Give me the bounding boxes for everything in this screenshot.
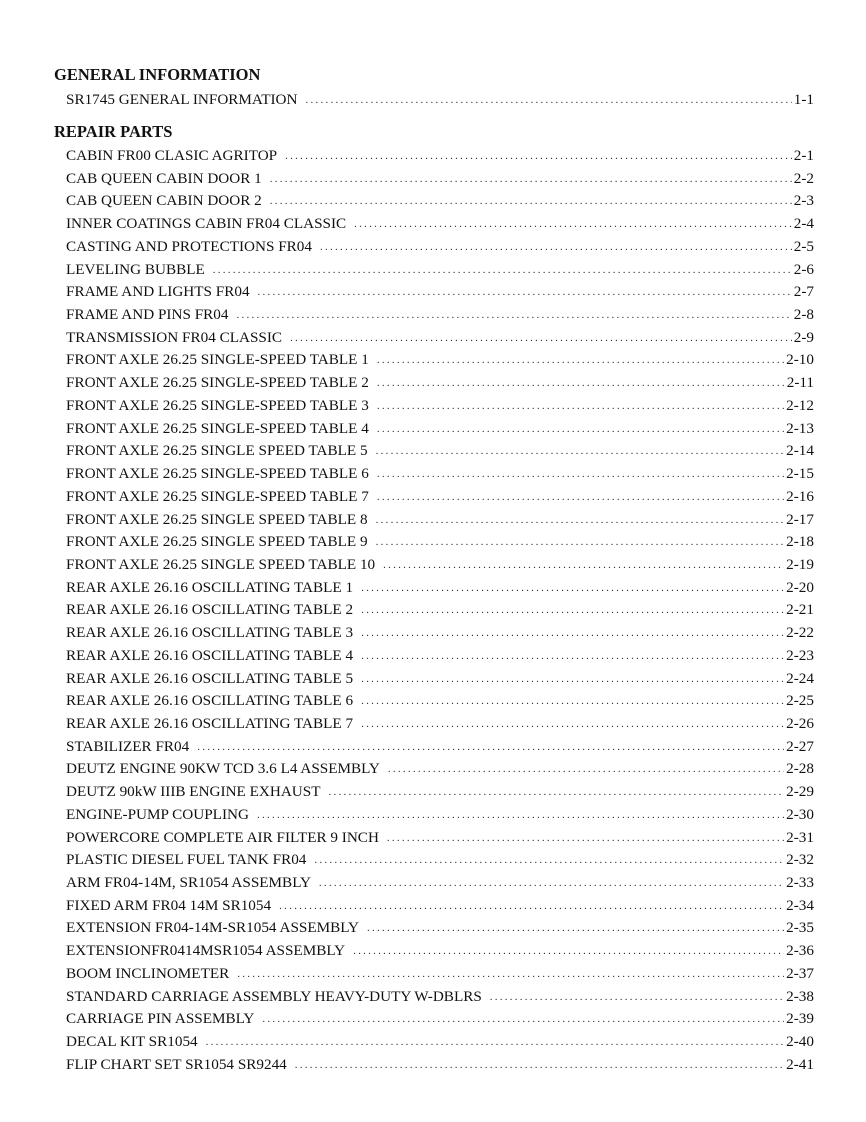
toc-entry-title: BOOM INCLINOMETER <box>66 964 230 982</box>
toc-entry[interactable] <box>66 213 814 236</box>
toc-entry-title: FRONT AXLE 26.25 SINGLE-SPEED TABLE 7 <box>66 487 369 505</box>
dot-leader <box>295 1054 784 1077</box>
toc-entry-title: CABIN FR00 CLASIC AGRITOP <box>66 147 278 164</box>
toc-entry-page: 2-27 <box>786 737 814 755</box>
dot-leader <box>383 554 784 577</box>
toc-entry-page: 2-24 <box>786 669 814 687</box>
dot-leader <box>314 849 784 872</box>
toc-entry-title: DEUTZ ENGINE 90KW TCD 3.6 L4 ASSEMBLY <box>66 760 380 778</box>
toc-entry[interactable] <box>66 758 814 781</box>
toc-entry[interactable] <box>66 89 814 112</box>
toc-entry-title: FRONT AXLE 26.25 SINGLE-SPEED TABLE 6 <box>66 465 369 483</box>
toc-entry-title: POWERCORE COMPLETE AIR FILTER 9 INCH <box>66 828 379 846</box>
toc-entry-page: 2-4 <box>793 215 814 233</box>
toc-entry-title: FRONT AXLE 26.25 SINGLE SPEED TABLE 5 <box>66 442 368 460</box>
dot-leader <box>257 804 784 827</box>
toc-entry[interactable] <box>66 168 814 191</box>
toc-entry[interactable] <box>66 440 814 463</box>
dot-leader <box>197 736 784 759</box>
toc-entry-title: FLIP CHART SET SR1054 SR9244 <box>66 1055 287 1073</box>
toc-entry[interactable] <box>66 622 814 645</box>
toc-entry-page: 2-19 <box>786 555 814 573</box>
toc-entry[interactable] <box>66 145 814 168</box>
dot-leader <box>376 531 785 554</box>
dot-leader <box>279 895 784 918</box>
toc-entry[interactable] <box>66 372 814 395</box>
dot-leader <box>361 690 784 713</box>
dot-leader <box>361 713 784 736</box>
toc-entry-title: FRONT AXLE 26.25 SINGLE-SPEED TABLE 1 <box>66 351 369 369</box>
dot-leader <box>270 190 792 213</box>
dot-leader <box>305 89 791 112</box>
toc-entry-page: 2-20 <box>786 578 814 596</box>
toc-entry[interactable] <box>66 236 814 259</box>
toc-entry[interactable] <box>66 781 814 804</box>
toc-entry[interactable] <box>66 963 814 986</box>
toc-entry[interactable] <box>66 917 814 940</box>
toc-entry[interactable] <box>66 281 814 304</box>
toc-entry-page: 2-31 <box>786 828 814 846</box>
toc-entry-title: STABILIZER FR04 <box>66 737 190 755</box>
toc-entry-title: CARRIAGE PIN ASSEMBLY <box>66 1010 255 1028</box>
toc-entry[interactable] <box>66 1031 814 1054</box>
dot-leader <box>353 940 784 963</box>
toc-section-general-information <box>54 65 814 112</box>
toc-entry-page: 2-7 <box>793 283 814 301</box>
toc-entry[interactable] <box>66 804 814 827</box>
toc-entry-page: 2-41 <box>786 1055 814 1073</box>
dot-leader <box>270 168 792 191</box>
toc-entry-title: REAR AXLE 26.16 OSCILLATING TABLE 6 <box>66 692 354 710</box>
toc-entry-page: 2-10 <box>786 351 814 369</box>
toc-entry[interactable] <box>66 849 814 872</box>
toc-entry-page: 2-2 <box>793 169 814 187</box>
toc-entry-page: 2-26 <box>786 714 814 732</box>
toc-entry[interactable] <box>66 463 814 486</box>
dot-leader <box>361 622 784 645</box>
toc-entry[interactable] <box>66 1008 814 1031</box>
toc-entry[interactable] <box>66 668 814 691</box>
toc-entry-page: 2-39 <box>786 1010 814 1028</box>
dot-leader <box>262 1008 784 1031</box>
toc-entry-page: 2-5 <box>793 237 814 255</box>
dot-leader <box>213 259 792 282</box>
dot-leader <box>377 372 785 395</box>
toc-entry-title: FRAME AND LIGHTS FR04 <box>66 283 250 301</box>
dot-leader <box>361 577 784 600</box>
toc-entry[interactable] <box>66 690 814 713</box>
dot-leader <box>490 986 784 1009</box>
toc-entry[interactable] <box>66 304 814 327</box>
toc-entry-title: CASTING AND PROTECTIONS FR04 <box>66 237 312 255</box>
toc-entry-title: STANDARD CARRIAGE ASSEMBLY HEAVY-DUTY W-DBLRS <box>66 987 482 1005</box>
toc-entry-list <box>54 145 814 1076</box>
toc-entry[interactable] <box>66 486 814 509</box>
dot-leader <box>320 236 792 259</box>
toc-entry-title: SR1745 GENERAL INFORMATION <box>66 91 298 108</box>
toc-entry-page: 2-22 <box>786 624 814 642</box>
toc-entry-page: 2-40 <box>786 1033 814 1051</box>
toc-entry-page: 2-6 <box>793 260 814 278</box>
toc-entry[interactable] <box>66 713 814 736</box>
toc-entry-title: FRAME AND PINS FR04 <box>66 306 229 324</box>
toc-entry-page: 2-8 <box>793 306 814 324</box>
toc-entry-page: 2-9 <box>793 328 814 346</box>
toc-entry[interactable] <box>66 349 814 372</box>
toc-entry-title: DECAL KIT SR1054 <box>66 1033 198 1051</box>
toc-entry-page: 2-38 <box>786 987 814 1005</box>
dot-leader <box>367 917 784 940</box>
dot-leader <box>387 827 784 850</box>
dot-leader <box>236 304 791 327</box>
dot-leader <box>361 645 784 668</box>
dot-leader <box>258 281 792 304</box>
toc-entry-title: FRONT AXLE 26.25 SINGLE-SPEED TABLE 2 <box>66 374 369 392</box>
toc-entry-title: ARM FR04-14M, SR1054 ASSEMBLY <box>66 874 311 891</box>
toc-entry-title: FRONT AXLE 26.25 SINGLE-SPEED TABLE 3 <box>66 396 369 414</box>
toc-entry-page: 2-34 <box>786 896 814 914</box>
toc-entry-title: FRONT AXLE 26.25 SINGLE SPEED TABLE 8 <box>66 510 368 528</box>
toc-entry[interactable] <box>66 418 814 441</box>
dot-leader <box>377 349 784 372</box>
toc-entry-page: 2-35 <box>786 919 814 937</box>
toc-entry[interactable] <box>66 577 814 600</box>
toc-entry-page: 1-1 <box>793 91 814 108</box>
toc-entry[interactable] <box>66 895 814 918</box>
toc-entry[interactable] <box>66 327 814 350</box>
toc-entry[interactable] <box>66 259 814 282</box>
toc-entry-page: 2-14 <box>786 442 814 460</box>
dot-leader <box>206 1031 785 1054</box>
dot-leader <box>361 668 784 691</box>
toc-entry[interactable] <box>66 872 814 895</box>
toc-entry-title: CAB QUEEN CABIN DOOR 2 <box>66 192 262 210</box>
toc-entry-title: INNER COATINGS CABIN FR04 CLASSIC <box>66 215 347 233</box>
toc-entry[interactable] <box>66 1054 814 1077</box>
section-heading: GENERAL INFORMATION <box>54 65 261 84</box>
toc-entry-title: PLASTIC DIESEL FUEL TANK FR04 <box>66 851 307 869</box>
toc-entry[interactable] <box>66 940 814 963</box>
toc-entry-page: 2-18 <box>786 533 814 551</box>
toc-entry-page: 2-1 <box>793 147 814 164</box>
toc-entry[interactable] <box>66 554 814 577</box>
toc-entry[interactable] <box>66 986 814 1009</box>
dot-leader <box>290 327 792 350</box>
dot-leader <box>361 599 784 622</box>
toc-entry-title: REAR AXLE 26.16 OSCILLATING TABLE 1 <box>66 578 354 596</box>
toc-entry[interactable] <box>66 736 814 759</box>
toc-entry-page: 2-15 <box>786 465 814 483</box>
section-heading: REPAIR PARTS <box>54 122 173 141</box>
toc-entry[interactable] <box>66 599 814 622</box>
toc-entry-page: 2-36 <box>786 942 814 960</box>
toc-entry-page: 2-3 <box>793 192 814 210</box>
dot-leader <box>329 781 785 804</box>
toc-entry-title: LEVELING BUBBLE <box>66 260 205 278</box>
toc-entry-page: 2-11 <box>786 374 814 392</box>
toc-entry[interactable] <box>66 509 814 532</box>
dot-leader <box>377 395 784 418</box>
toc-entry-page: 2-29 <box>786 783 814 801</box>
toc-entry-title: FIXED ARM FR04 14M SR1054 <box>66 896 272 914</box>
toc-entry-page: 2-32 <box>786 851 814 869</box>
dot-leader <box>237 963 784 986</box>
toc-entry-title: REAR AXLE 26.16 OSCILLATING TABLE 4 <box>66 646 354 664</box>
toc-entry[interactable] <box>66 190 814 213</box>
dot-leader <box>319 872 784 895</box>
toc-entry-title: FRONT AXLE 26.25 SINGLE-SPEED TABLE 4 <box>66 419 369 437</box>
toc-entry-title: CAB QUEEN CABIN DOOR 1 <box>66 169 262 187</box>
toc-entry-page: 2-28 <box>786 760 814 778</box>
toc-entry-title: DEUTZ 90kW IIIB ENGINE EXHAUST <box>66 783 321 801</box>
toc-entry-title: ENGINE-PUMP COUPLING <box>66 805 249 823</box>
toc-entry-page: 2-30 <box>786 805 814 823</box>
toc-entry-page: 2-13 <box>786 419 814 437</box>
dot-leader <box>285 145 792 168</box>
toc-entry-title: EXTENSION FR04-14M-SR1054 ASSEMBLY <box>66 919 359 937</box>
toc-entry-title: FRONT AXLE 26.25 SINGLE SPEED TABLE 9 <box>66 533 368 551</box>
toc-entry-page: 2-33 <box>786 874 814 891</box>
toc-entry-title: REAR AXLE 26.16 OSCILLATING TABLE 5 <box>66 669 354 687</box>
toc-section-repair-parts <box>54 122 814 1076</box>
toc-entry-title: REAR AXLE 26.16 OSCILLATING TABLE 2 <box>66 601 354 619</box>
toc-entry-page: 2-25 <box>786 692 814 710</box>
dot-leader <box>377 463 784 486</box>
toc-entry-title: REAR AXLE 26.16 OSCILLATING TABLE 7 <box>66 714 354 732</box>
toc-entry[interactable] <box>66 645 814 668</box>
dot-leader <box>377 418 784 441</box>
toc-entry-page: 2-17 <box>786 510 814 528</box>
toc-entry-page: 2-12 <box>786 396 814 414</box>
toc-entry-page: 2-37 <box>786 964 814 982</box>
toc-entry[interactable] <box>66 827 814 850</box>
dot-leader <box>377 486 784 509</box>
toc-entry-title: REAR AXLE 26.16 OSCILLATING TABLE 3 <box>66 624 354 642</box>
toc-entry-page: 2-23 <box>786 646 814 664</box>
dot-leader <box>376 509 785 532</box>
dot-leader <box>388 758 784 781</box>
toc-entry-page: 2-21 <box>786 601 814 619</box>
toc-entry-title: TRANSMISSION FR04 CLASSIC <box>66 328 283 346</box>
toc-entry-title: FRONT AXLE 26.25 SINGLE SPEED TABLE 10 <box>66 555 376 573</box>
dot-leader <box>376 440 785 463</box>
toc-entry[interactable] <box>66 531 814 554</box>
dot-leader <box>354 213 792 236</box>
toc-entry-page: 2-16 <box>786 487 814 505</box>
toc-entry-list <box>54 89 814 112</box>
toc-entry[interactable] <box>66 395 814 418</box>
toc-entry-title: EXTENSIONFR0414MSR1054 ASSEMBLY <box>66 942 346 960</box>
